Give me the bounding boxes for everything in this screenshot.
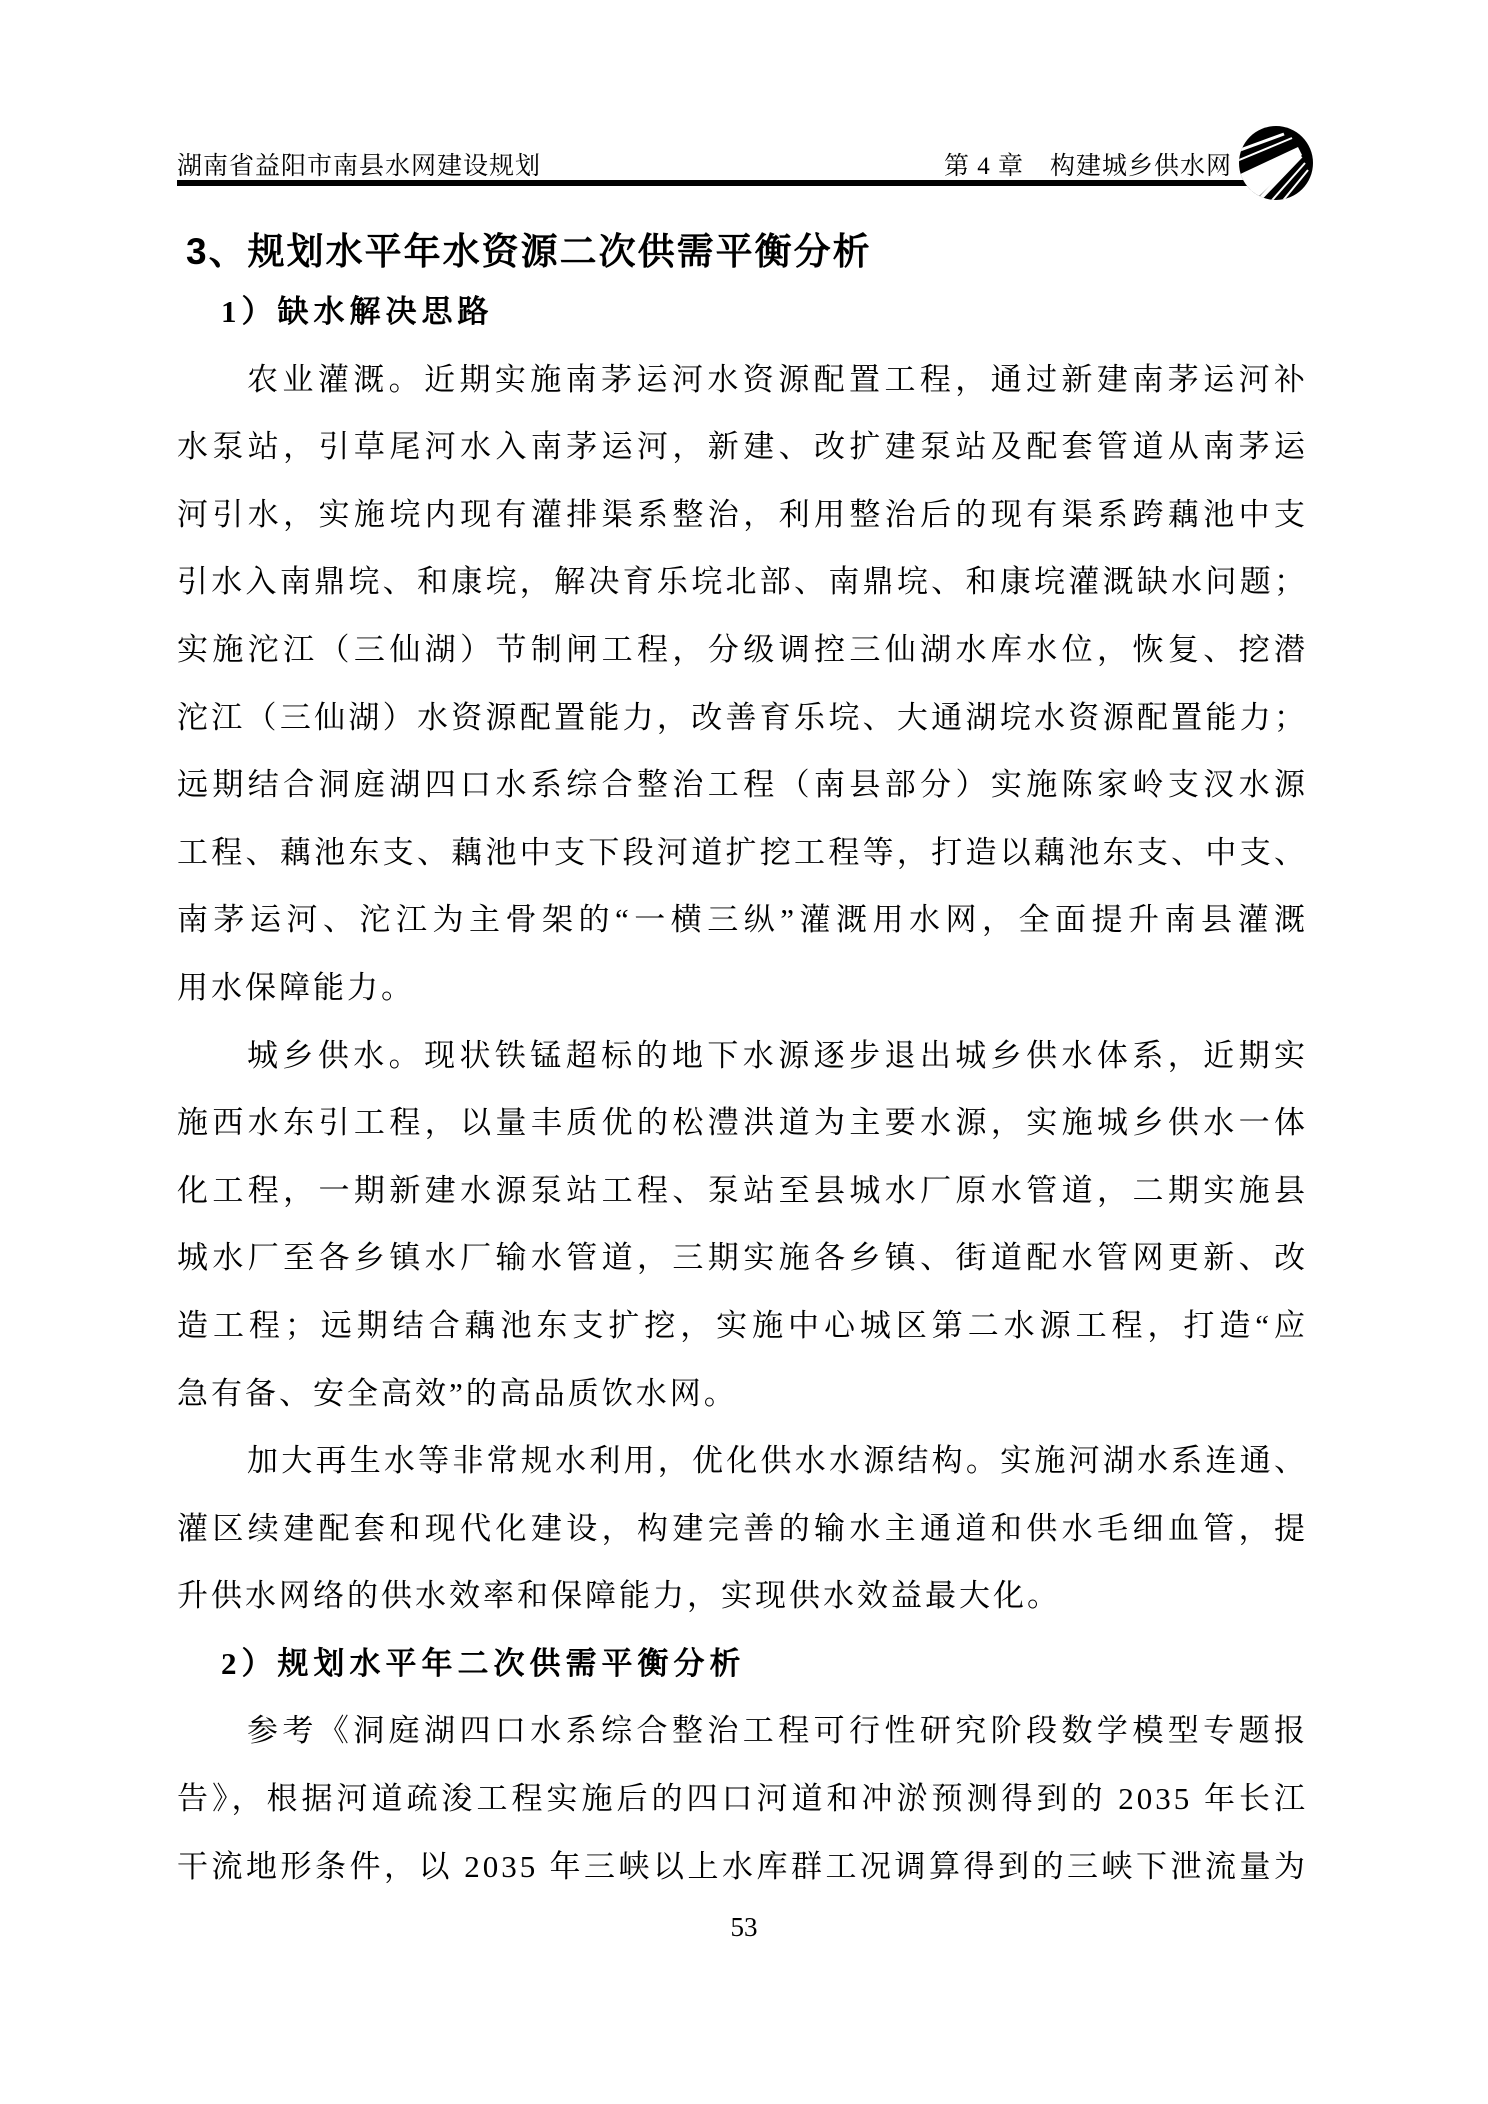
text-line: 干流地形条件，以 2035 年三峡以上水库群工况调算得到的三峡下泄流量为	[177, 1848, 1308, 1884]
header-chapter-title: 第 4 章 构建城乡供水网	[943, 153, 1232, 180]
text-line: 参考《洞庭湖四口水系综合整治工程可行性研究阶段数学模型专题报	[247, 1713, 1308, 1749]
text-line: 化工程，一期新建水源泵站工程、泵站至县城水厂原水管道，二期实施县	[177, 1172, 1308, 1208]
text-line: 河引水，实施垸内现有灌排渠系整治，利用整治后的现有渠系跨藕池中支	[177, 496, 1308, 532]
text-line: 水泵站，引草尾河水入南茅运河，新建、改扩建泵站及配套管道从南茅运	[177, 429, 1308, 465]
subsection-heading: 1）缺水解决思路	[221, 294, 494, 329]
text-line: 告》，根据河道疏浚工程实施后的四口河道和冲淤预测得到的 2035 年长江	[177, 1781, 1308, 1817]
text-line: 城水厂至各乡镇水厂输水管道，三期实施各乡镇、街道配水管网更新、改	[177, 1240, 1308, 1276]
text-line: 农业灌溉。近期实施南茅运河水资源配置工程，通过新建南茅运河补	[247, 361, 1308, 397]
text-line: 工程、藕池东支、藕池中支下段河道扩挖工程等，打造以藕池东支、中支、	[177, 834, 1308, 870]
subsection-heading: 2）规划水平年二次供需平衡分析	[221, 1645, 746, 1681]
text-line: 施西水东引工程，以量丰质优的松澧洪道为主要水源，实施城乡供水一体	[177, 1105, 1308, 1141]
text-line: 实施沱江（三仙湖）节制闸工程，分级调控三仙湖水库水位，恢复、挖潜	[177, 631, 1308, 667]
text-line: 灌区续建配套和现代化建设，构建完善的输水主通道和供水毛细血管，提	[177, 1510, 1308, 1546]
text-line: 沱江（三仙湖）水资源配置能力，改善育乐垸、大通湖垸水资源配置能力；	[177, 699, 1308, 735]
page-number: 53	[730, 1912, 758, 1942]
body-text	[177, 278, 1308, 1900]
text-line: 用水保障能力。	[177, 969, 415, 1005]
water-network-logo-icon	[1238, 125, 1314, 201]
text-line: 远期结合洞庭湖四口水系综合整治工程（南县部分）实施陈家岭支汊水源	[177, 767, 1308, 803]
text-line: 南茅运河、沱江为主骨架的“一横三纵”灌溉用水网，全面提升南县灌溉	[177, 902, 1308, 938]
text-line: 急有备、安全高效”的高品质饮水网。	[177, 1375, 738, 1411]
text-line: 城乡供水。现状铁锰超标的地下水源逐步退出城乡供水体系，近期实	[247, 1037, 1308, 1073]
section-heading: 3、规划水平年水资源二次供需平衡分析	[186, 231, 872, 272]
text-line: 引水入南鼎垸、和康垸，解决育乐垸北部、南鼎垸、和康垸灌溉缺水问题；	[177, 564, 1308, 600]
text-line: 加大再生水等非常规水利用，优化供水水源结构。实施河湖水系连通、	[247, 1443, 1308, 1479]
header-document-title: 湖南省益阳市南县水网建设规划	[177, 153, 542, 180]
text-line: 造工程；远期结合藕池东支扩挖，实施中心城区第二水源工程，打造“应	[177, 1307, 1308, 1343]
header-rule	[177, 180, 1277, 186]
text-line: 升供水网络的供水效率和保障能力，实现供水效益最大化。	[177, 1578, 1061, 1614]
